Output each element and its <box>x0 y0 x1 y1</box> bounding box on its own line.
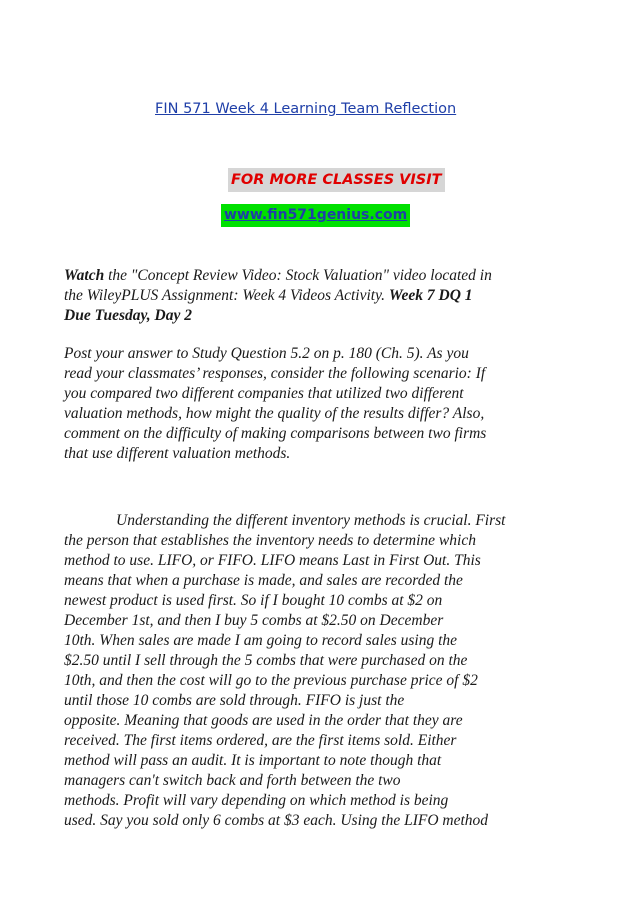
question-line: read your classmates’ responses, consider the following scenario: If <box>64 365 486 382</box>
intro-paragraph <box>64 266 564 326</box>
answer-line: 10th. When sales are made I am going to record sales using the <box>64 632 458 649</box>
answer-line: until those 10 combs are sold through. FIFO is just the <box>64 692 405 709</box>
intro-line-2-text: the WileyPLUS Assignment: Week 4 Videos Activity. <box>64 287 389 304</box>
answer-line: the person that establishes the inventory needs to determine which <box>64 532 476 549</box>
answer-line: received. The first items ordered, are the first items sold. Either <box>64 732 457 749</box>
answer-line: Understanding the different inventory methods is crucial. First <box>116 512 506 529</box>
document-title: FIN 571 Week 4 Learning Team Reflection <box>155 101 457 117</box>
question-line: comment on the difficulty of making comparisons between two firms <box>64 425 487 442</box>
intro-line-2-bold: Week 7 DQ 1 <box>388 287 473 304</box>
answer-line: managers can't switch back and forth between the two <box>64 772 401 789</box>
question-line: you compared two different companies that utilized two different <box>64 385 464 402</box>
answer-line: used. Say you sold only 6 combs at $3 each. Using the LIFO method <box>64 812 489 829</box>
intro-lead: Watch <box>64 267 105 284</box>
question-line: valuation methods, how might the quality of the results differ? Also, <box>64 405 485 422</box>
website-link[interactable]: www.fin571genius.com <box>221 204 410 227</box>
intro-line-3 <box>64 306 564 326</box>
intro-line-3-bold: Due Tuesday, Day 2 <box>64 307 192 324</box>
question-line: that use different valuation methods. <box>64 445 291 462</box>
answer-line: $2.50 until I sell through the 5 combs that were purchased on the <box>64 652 468 669</box>
answer-line: method to use. LIFO, or FIFO. LIFO means Last in First Out. This <box>64 552 481 569</box>
question-line: Post your answer to Study Question 5.2 on p. 180 (Ch. 5). As you <box>64 345 469 362</box>
answer-line: methods. Profit will vary depending on which method is being <box>64 792 449 809</box>
intro-line-2 <box>64 286 564 306</box>
answer-line: opposite. Meaning that goods are used in the order that they are <box>64 712 463 729</box>
answer-paragraph <box>64 511 564 831</box>
answer-line: December 1st, and then I buy 5 combs at $2.50 on December <box>64 612 444 629</box>
intro-line-1 <box>64 266 564 286</box>
intro-line-1-text: the "Concept Review Video: Stock Valuation" video located in <box>104 267 492 284</box>
answer-line: means that when a purchase is made, and sales are recorded the <box>64 572 463 589</box>
answer-line: newest product is used first. So if I bought 10 combs at $2 on <box>64 592 443 609</box>
promo-banner: FOR MORE CLASSES VISIT <box>228 168 445 192</box>
question-paragraph <box>64 344 564 464</box>
answer-line: 10th, and then the cost will go to the previous purchase price of $2 <box>64 672 478 689</box>
answer-line: method will pass an audit. It is important to note though that <box>64 752 442 769</box>
